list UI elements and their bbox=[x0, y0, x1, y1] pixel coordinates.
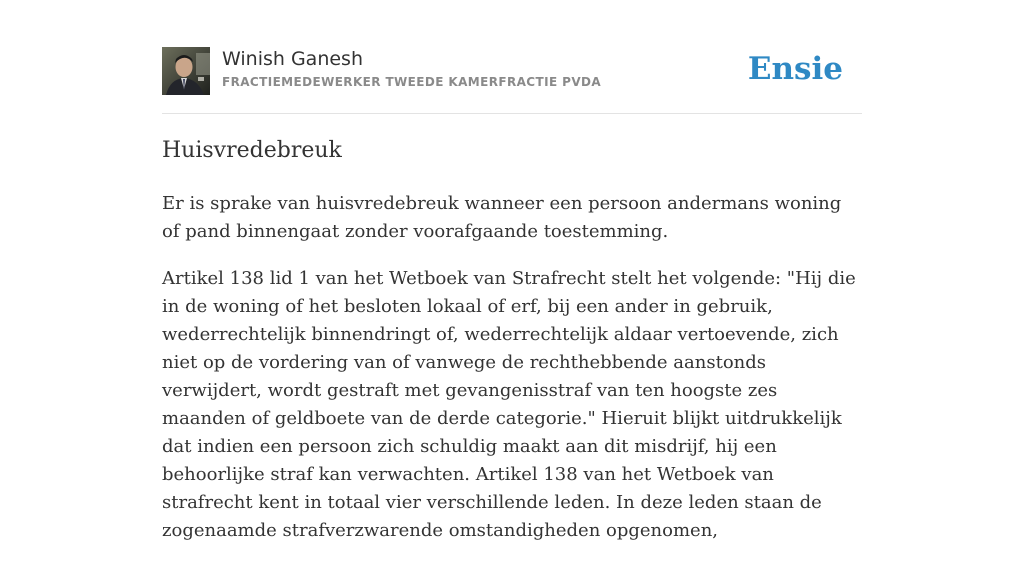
author-role: FRACTIEMEDEWERKER TWEEDE KAMERFRACTIE PVDA bbox=[222, 75, 602, 89]
ensie-logo[interactable]: Ensie bbox=[747, 51, 843, 87]
article-paragraph: Artikel 138 lid 1 van het Wetboek van Strafrecht stelt het volgende: "Hij die in de woning of het besloten lokaal of erf, bij een ander in gebruik, wederrechtelijk binnendringt of, wederrechtelijk aldaar vertoevende, zich niet op de vordering van of vanwege de rechthebbende aanstonds verwijdert, wordt gestraft met gevangenisstraf van ten hoogste zes maanden of geldboete van de derde categorie." Hieruit blijkt uitdrukkelijk dat indien een persoon zich schuldig maakt aan dit misdrijf, hij een behoorlijke straf kan verwachten. Artikel 138 van het Wetboek van strafrecht kent in totaal vier verschillende leden. In deze leden staan de zogenaamde strafverzwarende omstandigheden opgenomen, bbox=[162, 268, 856, 541]
author-photo bbox=[162, 47, 210, 95]
author-header bbox=[162, 47, 862, 114]
author-name[interactable]: Winish Ganesh bbox=[222, 48, 363, 70]
article-body bbox=[162, 190, 864, 564]
author-avatar[interactable] bbox=[162, 47, 210, 95]
article-title: Huisvredebreuk bbox=[162, 138, 342, 163]
article-paragraph: Er is sprake van huisvredebreuk wanneer een persoon andermans woning of pand binnengaat zonder voorafgaande toestemming. bbox=[162, 193, 842, 242]
